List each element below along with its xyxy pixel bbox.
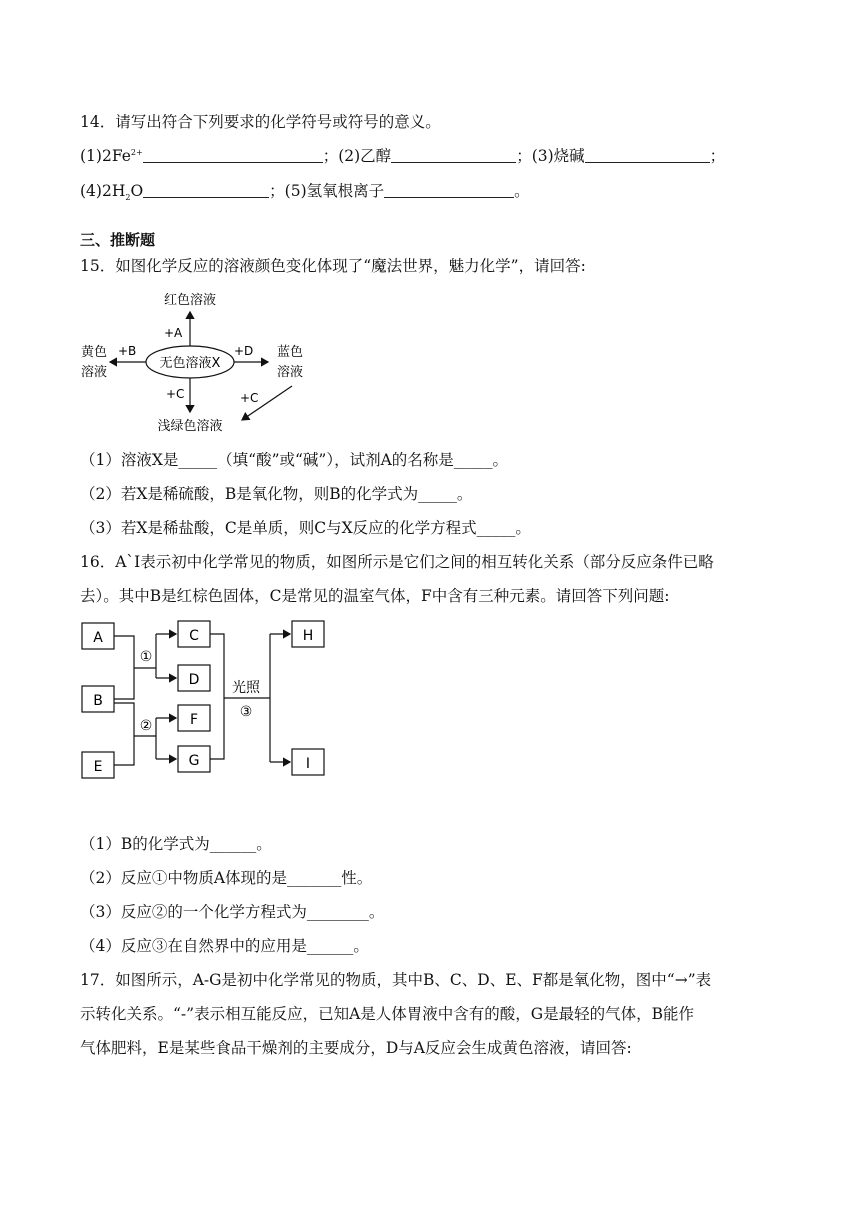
q16-sub1: （1）B的化学式为______。 (80, 835, 272, 853)
q14-stem: 14．请写出符合下列要求的化学符号或符号的意义。 (80, 113, 441, 131)
section-heading: 三、推断题 (80, 231, 156, 249)
q14-blank-4[interactable] (143, 182, 269, 198)
q16-sub3: （3）反应②的一个化学方程式为________。 (80, 903, 385, 921)
q16-sub2: （2）反应①中物质A体现的是_______性。 (80, 869, 373, 887)
q14-blank-3[interactable] (585, 147, 710, 163)
q16-label-c: C (189, 628, 199, 644)
q15-plus-a: +A (164, 326, 183, 340)
q15-bottom-label: 浅绿色溶液 (157, 419, 223, 434)
q15-top-label: 红色溶液 (163, 293, 217, 308)
q16-label-a: A (93, 630, 103, 646)
q16-sub4: （4）反应③在自然界中的应用是______。 (80, 937, 369, 955)
q16-label-f: F (189, 712, 199, 728)
q16-label-g: G (188, 753, 200, 769)
q14-blank-1[interactable] (143, 147, 323, 163)
q15-left-label-2: 溶液 (80, 365, 108, 380)
q15-right-label-2: 溶液 (276, 365, 304, 380)
q15-right-label-1: 蓝色 (276, 345, 304, 360)
q15-plus-d: +D (234, 344, 254, 358)
q15-left-label-1: 黄色 (80, 345, 108, 360)
q15-center-label: 无色溶液X (159, 356, 221, 371)
q17-line3: 气体肥料，E是某些食品干燥剂的主要成分，D与A反应会生成黄色溶液，请回答: (80, 1039, 632, 1057)
q14-blank-5[interactable] (384, 182, 514, 198)
q15-color-diagram (70, 282, 330, 442)
q16-light-label: 光照 (232, 680, 260, 696)
q14-blank-2[interactable] (391, 147, 516, 163)
q15-plus-b: +B (118, 344, 137, 358)
q16-reaction-2: ② (139, 718, 153, 734)
q16-stem-2: 去）。其中B是红棕色固体，C是常见的温室气体，F中含有三种元素。请回答下列问题: (80, 587, 670, 605)
q15-sub3: （3）若X是稀盐酸，C是单质，则C与X反应的化学方程式_____。 (80, 519, 531, 537)
q16-label-d: D (188, 672, 200, 688)
q17-line1: 17．如图所示，A-G是初中化学常见的物质，其中B、C、D、E、F都是氧化物，图中“→”表 (80, 971, 712, 989)
q14-line2: $(4)2H_2O$ ；(5)氢氧根离子 。 (80, 182, 530, 203)
q16-stem-1: 16．A`I表示初中化学常见的物质，如图所示是它们之间的相互转化关系（部分反应条件已略 (80, 553, 714, 571)
q15-plus-c: +C (166, 387, 185, 401)
q16-conversion-diagram (80, 618, 340, 788)
q16-reaction-3: ③ (239, 704, 253, 720)
q16-label-e: E (93, 759, 103, 775)
q16-reaction-1: ① (139, 649, 153, 665)
q16-label-b: B (93, 693, 103, 709)
q16-label-i: I (305, 756, 311, 772)
q15-sub2: （2）若X是稀硫酸，B是氧化物，则B的化学式为_____。 (80, 485, 473, 503)
q15-sub1: （1）溶液X是_____（填“酸”或“碱”），试剂A的名称是_____。 (80, 451, 509, 469)
q16-label-h: H (302, 628, 314, 644)
q17-line2: 示转化关系。“-”表示相互能反应，已知A是人体胃液中含有的酸，G是最轻的气体，B能作 (80, 1005, 695, 1023)
q15-stem: 15．如图化学反应的溶液颜色变化体现了“魔法世界，魅力化学”，请回答: (80, 257, 586, 275)
q15-plus-c2: +C (240, 391, 259, 405)
q14-line1: $(1)2Fe^{2+}$ ；(2)乙醇 ；(3)烧碱 ； (80, 147, 726, 165)
